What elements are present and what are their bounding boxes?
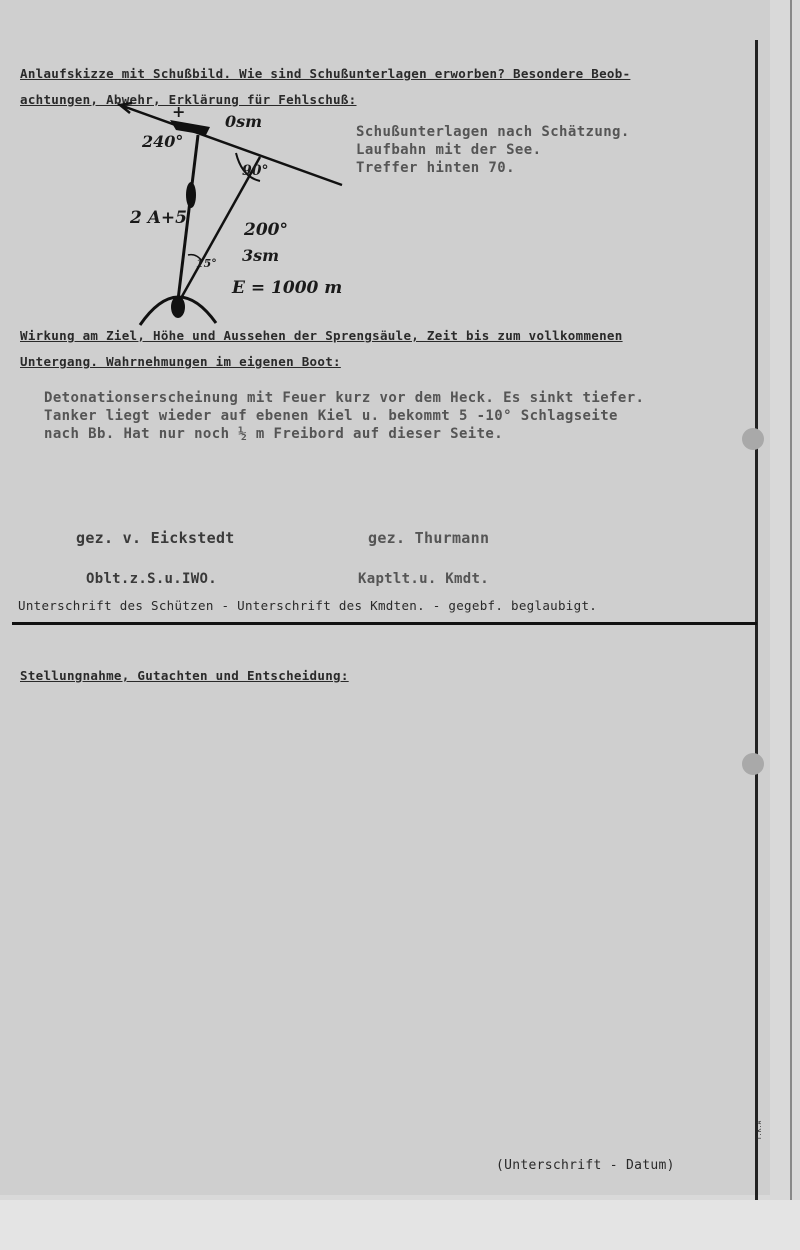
note-line: Schußunterlagen nach Schätzung. xyxy=(356,124,630,140)
body-line: Tanker liegt wieder auf ebenen Kiel u. bekommt 5 -10° Schlagseite xyxy=(44,408,618,424)
section2-heading-line1: Wirkung am Ziel, Höhe und Aussehen der Sprengsäule, Zeit bis zum vollkommenen xyxy=(20,328,623,343)
signature-caption: Unterschrift des Schützen - Unterschrift des Kmdten. - gegebf. beglaubigt. xyxy=(18,598,598,613)
section1-heading-line2: achtungen, Abwehr, Erklärung für Fehlschuß: xyxy=(20,92,357,107)
commander-rank: Kaptlt.u. Kmdt. xyxy=(358,571,489,587)
body-line: Detonationserscheinung mit Feuer kurz vor dem Heck. Es sinkt tiefer. xyxy=(44,390,645,406)
own-boat-shape xyxy=(171,296,185,318)
small-angle-label: 15° xyxy=(196,257,217,270)
outer-edge-line xyxy=(790,0,792,1200)
distance-label: E = 1000 m xyxy=(232,278,343,298)
section2-heading-line2: Untergang. Wahrnehmungen im eigenen Boot: xyxy=(20,354,341,369)
target-speed-label: 0sm xyxy=(225,112,263,131)
section1-heading-line1: Anlaufskizze mit Schußbild. Wie sind Schußunterlagen erworben? Besondere Beob- xyxy=(20,66,631,81)
commander-signature: gez. Thurmann xyxy=(368,529,490,547)
course-left-label: 240° xyxy=(142,132,184,151)
side-mark: T.K.A xyxy=(756,1120,763,1140)
own-speed-label: 3sm xyxy=(242,246,280,265)
section3-heading: Stellungnahme, Gutachten und Entscheidung: xyxy=(20,668,349,683)
note-line: Treffer hinten 70. xyxy=(356,160,515,176)
body-line: nach Bb. Hat nur noch ½ m Freibord auf dieser Seite. xyxy=(44,426,504,442)
date-signature-caption: (Unterschrift - Datum) xyxy=(496,1158,675,1173)
torpedo-shape xyxy=(186,182,196,208)
bottom-strip xyxy=(0,1200,800,1250)
top-mark-label: + xyxy=(172,102,186,121)
shooter-rank: Oblt.z.S.u.IWO. xyxy=(86,571,217,587)
attack-sketch xyxy=(110,95,360,335)
torpedo-label: 2 A+5 xyxy=(130,208,188,228)
angle-label: 90° xyxy=(242,163,269,179)
note-line: Laufbahn mit der See. xyxy=(356,142,542,158)
punch-hole xyxy=(742,753,764,775)
shooter-signature: gez. v. Eickstedt xyxy=(76,529,235,547)
section-divider xyxy=(12,622,757,625)
course-right-label: 200° xyxy=(244,220,288,240)
page-edge-line xyxy=(755,40,758,1200)
punch-hole xyxy=(742,428,764,450)
